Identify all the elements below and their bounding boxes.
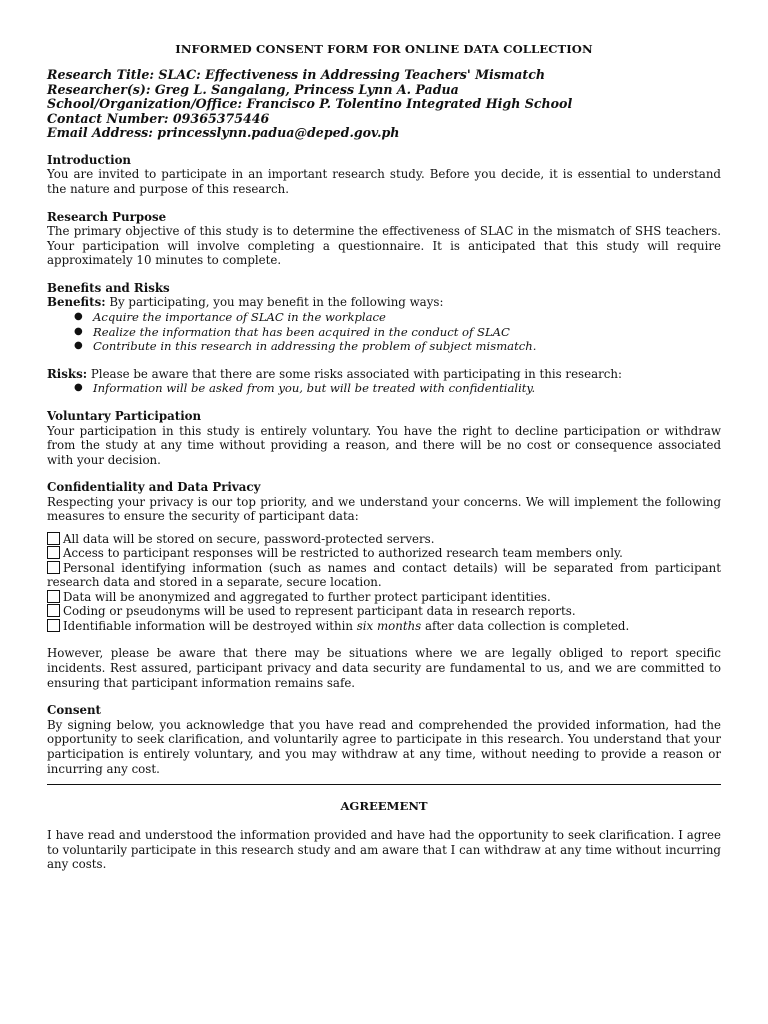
measure-item: Identifiable information will be destroyed within six months after data collection is completed. — [47, 619, 721, 634]
risks-intro-text: Please be aware that there are some risks associated with participating in this research: — [87, 366, 622, 381]
document-title: INFORMED CONSENT FORM FOR ONLINE DATA COLLECTION — [175, 42, 593, 56]
measure-item: Personal identifying information (such as names and contact details) will be separated from participant research data and stored in a separate, secure location. — [47, 560, 721, 590]
research-title: Research Title: SLAC: Effectiveness in Addressing Teachers' Mismatch — [47, 67, 546, 82]
risks-intro — [47, 367, 721, 382]
bullet-icon: ● — [74, 340, 83, 352]
list-item: ● Acquire the importance of SLAC in the workplace — [74, 310, 386, 325]
benefits-intro-text: By participating, you may benefit in the following ways: — [105, 295, 444, 310]
checkbox[interactable] — [47, 546, 60, 559]
list-item: ● Information will be asked from you, but will be treated with confidentiality. — [74, 381, 536, 396]
risks-label: Risks: — [47, 366, 88, 381]
voluntary-heading: Voluntary Participation — [47, 409, 202, 423]
measure-item: All data will be stored on secure, password-protected servers. — [47, 532, 721, 547]
benefits-risks-heading: Benefits and Risks — [47, 280, 170, 295]
confidentiality-text: Respecting your privacy is our top priority, and we understand your concerns. We will implement the following measures to ensure the security of participant data: — [47, 494, 721, 524]
introduction-heading: Introduction — [47, 152, 132, 167]
school: School/Organization/Office: Francisco P. Tolentino Integrated High School — [47, 96, 573, 112]
checkbox[interactable] — [47, 619, 60, 632]
list-item: ● Realize the information that has been acquired in the conduct of SLAC — [74, 324, 510, 339]
benefits-label: Benefits: — [47, 295, 106, 310]
confidentiality-heading: Confidentiality and Data Privacy — [47, 480, 261, 495]
checkbox[interactable] — [47, 532, 60, 545]
checkbox[interactable] — [47, 590, 60, 603]
measure-item: Access to participant responses will be restricted to authorized research team members only. — [47, 546, 721, 561]
consent-text: By signing below, you acknowledge that you have read and comprehended the provided information, had the opportunity to seek clarification, and voluntarily agree to participate in this research. You understand that your participation is entirely voluntary, and you may withdraw at any time, without needing to provide a reason or incurring any cost. — [47, 717, 721, 776]
purpose-heading: Research Purpose — [47, 209, 167, 224]
voluntary-text: Your participation in this study is entirely voluntary. You have the right to decline participation or withdraw from the study at any time without providing a reason, and there will be no cost or consequence associated with your decision. — [47, 423, 721, 467]
list-item: ● Contribute in this research in addressing the problem of subject mismatch. — [74, 339, 537, 354]
bullet-icon: ● — [74, 382, 83, 394]
contact-number: Contact Number: 09365375446 — [47, 110, 270, 126]
study-info — [47, 68, 721, 141]
email-address: Email Address: princesslynn.padua@deped.gov.ph — [47, 125, 400, 141]
introduction-text: You are invited to participate in an important research study. Before you decide, it is essential to understand the nature and purpose of this research. — [47, 167, 721, 197]
bullet-icon: ● — [74, 311, 83, 323]
consent-heading: Consent — [47, 703, 102, 718]
checkbox[interactable] — [47, 561, 60, 574]
bullet-icon: ● — [74, 325, 83, 337]
confidentiality-measures — [47, 532, 721, 634]
benefits-list — [47, 310, 721, 354]
confidentiality-note: However, please be aware that there may be situations where we are legally obliged to report specific incidents. Rest assured, participant privacy and data security are fundamental to us, and we are committed to ensuring that participant information remains safe. — [47, 646, 721, 690]
divider — [47, 784, 721, 785]
measure-item: Data will be anonymized and aggregated to further protect participant identities. — [47, 590, 721, 605]
benefits-intro — [47, 295, 721, 310]
checkbox[interactable] — [47, 604, 60, 617]
purpose-text: The primary objective of this study is to determine the effectiveness of SLAC in the mismatch of SHS teachers. Your participation will involve completing a questionnaire. It is anticipated that this study will require approximately 10 minutes to complete. — [47, 224, 721, 268]
agreement-heading: AGREEMENT — [340, 799, 428, 814]
agreement-text: I have read and understood the information provided and have had the opportunity to seek clarification. I agree to voluntarily participate in this research study and am aware that I can withdraw at any time without incurring any costs. — [47, 828, 721, 872]
risks-list — [47, 381, 721, 396]
measure-item: Coding or pseudonyms will be used to represent participant data in research reports. — [47, 604, 721, 619]
researchers: Researcher(s): Greg L. Sangalang, Princess Lynn A. Padua — [47, 81, 459, 97]
